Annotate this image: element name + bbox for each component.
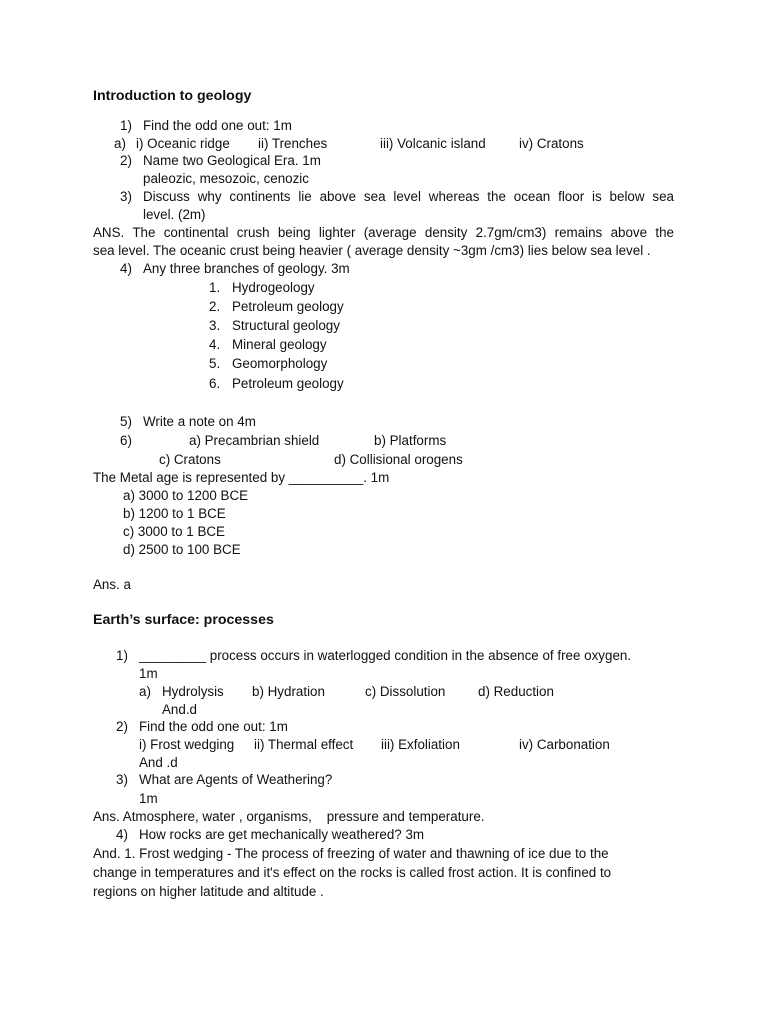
- question-text: Discuss why continents lie above sea level whereas the ocean floor is below sea: [143, 189, 674, 204]
- question-marks: 1m: [139, 791, 158, 806]
- option-item: a) Precambrian shield: [189, 433, 320, 448]
- question-marks: 1m: [139, 666, 158, 681]
- list-item: Geomorphology: [232, 356, 328, 371]
- question-text: Find the odd one out: 1m: [139, 719, 288, 734]
- section-heading: Introduction to geology: [93, 88, 252, 104]
- question-number: 5): [120, 414, 132, 429]
- answer-text: paleozic, mesozoic, cenozic: [143, 171, 309, 186]
- option-item: i) Frost wedging: [139, 737, 235, 752]
- answer-text: ANS. The continental crush being lighter (average density 2.7gm/cm3) remains above the: [93, 225, 674, 240]
- option-item: iv) Cratons: [519, 136, 584, 151]
- question-text: Name two Geological Era. 1m: [143, 153, 321, 168]
- option-item: c) Dissolution: [365, 684, 446, 699]
- answer-text: And.d: [162, 702, 197, 717]
- list-item: Petroleum geology: [232, 299, 344, 314]
- answer-text: regions on higher latitude and altitude .: [93, 884, 324, 899]
- question-number: 4): [116, 827, 128, 842]
- option-item: d) Collisional orogens: [334, 452, 463, 467]
- question-number: 1): [116, 648, 128, 663]
- answer-text: Ans. Atmosphere, water , organisms, pressure and temperature.: [93, 809, 485, 824]
- answer-text: Ans. a: [93, 577, 131, 592]
- answer-text: And .d: [139, 755, 178, 770]
- list-number: 3.: [209, 318, 221, 333]
- option-marker: a): [139, 684, 151, 699]
- question-number: 2): [116, 719, 128, 734]
- option-item: a) 3000 to 1200 BCE: [123, 488, 249, 503]
- option-item: iv) Carbonation: [519, 737, 610, 752]
- question-number: 6): [120, 433, 132, 448]
- question-number: 4): [120, 261, 132, 276]
- answer-text: change in temperatures and it's effect on the rocks is called frost action. It is confined to: [93, 865, 612, 880]
- option-item: d) Reduction: [478, 684, 554, 699]
- list-item: Mineral geology: [232, 337, 327, 352]
- option-item: b) Platforms: [374, 433, 447, 448]
- question-number: 3): [116, 772, 128, 787]
- list-number: 6.: [209, 376, 221, 391]
- list-item: Petroleum geology: [232, 376, 344, 391]
- question-text: Find the odd one out: 1m: [143, 118, 292, 133]
- answer-text: sea level. The oceanic crust being heavier ( average density ~3gm /cm3) lies below sea level .: [93, 243, 651, 258]
- option-marker: a): [114, 136, 126, 151]
- list-number: 4.: [209, 337, 221, 352]
- option-item: iii) Volcanic island: [380, 136, 486, 151]
- option-item: b) Hydration: [252, 684, 325, 699]
- list-number: 5.: [209, 356, 221, 371]
- answer-text: And. 1. Frost wedging - The process of freezing of water and thawning of ice due to the: [93, 846, 609, 861]
- question-text: What are Agents of Weathering?: [139, 772, 333, 787]
- option-item: iii) Exfoliation: [381, 737, 460, 752]
- question-text: Write a note on 4m: [143, 414, 256, 429]
- question-number: 3): [120, 189, 132, 204]
- list-number: 2.: [209, 299, 221, 314]
- question-text: How rocks are get mechanically weathered? 3m: [139, 827, 425, 842]
- option-item: Hydrolysis: [162, 684, 224, 699]
- option-item: ii) Trenches: [258, 136, 328, 151]
- question-text: _________ process occurs in waterlogged condition in the absence of free oxygen.: [139, 648, 632, 663]
- question-text: Any three branches of geology. 3m: [143, 261, 350, 276]
- list-number: 1.: [209, 280, 221, 295]
- list-item: Hydrogeology: [232, 280, 315, 295]
- option-item: i) Oceanic ridge: [136, 136, 230, 151]
- option-item: c) 3000 to 1 BCE: [123, 524, 225, 539]
- option-item: ii) Thermal effect: [254, 737, 354, 752]
- question-text: level. (2m): [143, 207, 206, 222]
- option-item: c) Cratons: [159, 452, 221, 467]
- question-number: 2): [120, 153, 132, 168]
- section-heading: Earth’s surface: processes: [93, 612, 274, 628]
- option-item: b) 1200 to 1 BCE: [123, 506, 226, 521]
- question-number: 1): [120, 118, 132, 133]
- option-item: d) 2500 to 100 BCE: [123, 542, 241, 557]
- list-item: Structural geology: [232, 318, 340, 333]
- question-text: The Metal age is represented by __________. 1m: [93, 470, 390, 485]
